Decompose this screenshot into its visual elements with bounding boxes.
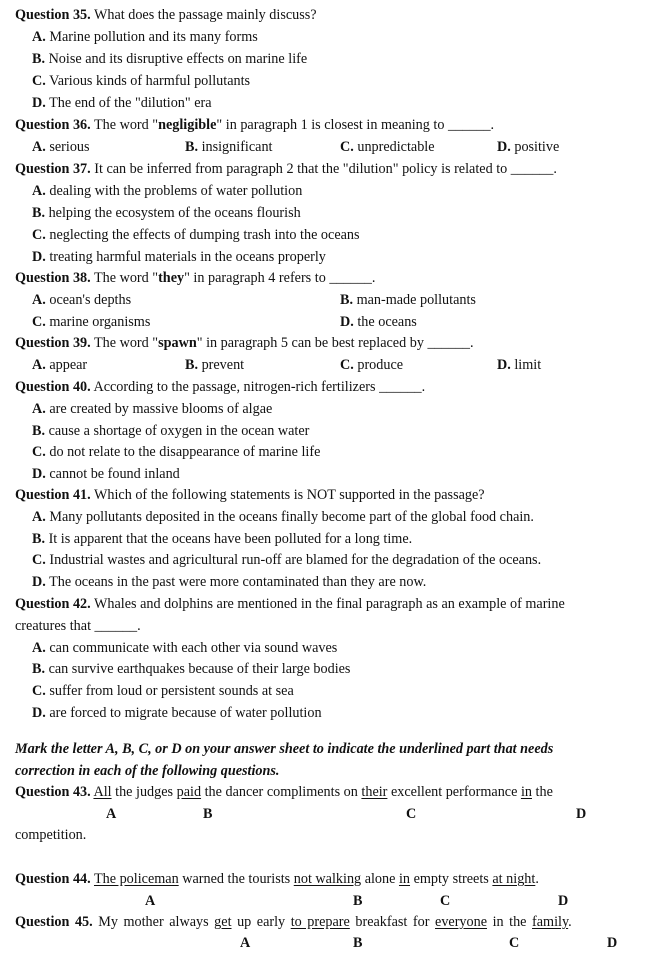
q40-option-c: C. do not relate to the disappearance of marine life — [32, 444, 321, 460]
q41-option-c: C. Industrial wastes and agricultural run-off are blamed for the degradation of the oceans. — [32, 552, 542, 568]
q37-option-b: B. helping the ecosystem of the oceans flourish — [32, 205, 301, 221]
q44-label-c: C — [440, 893, 451, 909]
q43-label-b: B — [203, 806, 213, 822]
q41-option-a: A. Many pollutants deposited in the oceans finally become part of the global food chain. — [32, 509, 534, 525]
q45-label-d: D — [607, 935, 618, 951]
q44-underlined-b: not walking — [293, 871, 362, 887]
question-44: Question 44. The policeman warned the tourists not walking alone in empty streets at night. — [15, 871, 539, 887]
q35-option-b: B. Noise and its disruptive effects on marine life — [32, 51, 308, 67]
q38-option-c: C. marine organisms — [32, 314, 151, 330]
q41-option-b: B. It is apparent that the oceans have been polluted for a long time. — [32, 531, 413, 547]
q39-option-b: B. prevent — [185, 357, 245, 373]
question-41: Question 41. Which of the following statements is NOT supported in the passage? — [15, 487, 485, 503]
q43-label-c: C — [406, 806, 417, 822]
q35-option-c: C. Various kinds of harmful pollutants — [32, 73, 251, 89]
q44-label-b: B — [353, 893, 363, 909]
question-40: Question 40. According to the passage, nitrogen-rich fertilizers ______. — [15, 379, 426, 395]
q36-option-b: B. insignificant — [185, 139, 273, 155]
question-45: Question 45. My mother always get up early to prepare breakfast for everyone in the family. — [15, 914, 572, 930]
question-42-continuation: creatures that ______. — [15, 618, 141, 634]
q44-underlined-a: The policeman — [93, 871, 179, 887]
question-36: Question 36. The word "negligible" in paragraph 1 is closest in meaning to ______. — [15, 117, 495, 133]
q44-label-a: A — [145, 893, 156, 909]
q40-option-b: B. cause a shortage of oxygen in the ocean water — [32, 423, 310, 439]
q38-option-d: D. the oceans — [340, 314, 417, 330]
q45-label-b: B — [353, 935, 363, 951]
q39-option-c: C. produce — [340, 357, 404, 373]
q43-label-a: A — [106, 806, 117, 822]
q43-underlined-a: All — [93, 784, 112, 800]
q45-underlined-d: family — [532, 914, 569, 930]
q40-option-a: A. are created by massive blooms of algae — [32, 401, 273, 417]
q42-option-b: B. can survive earthquakes because of their large bodies — [32, 661, 351, 677]
q37-option-d: D. treating harmful materials in the oceans properly — [32, 249, 326, 265]
q43-underlined-b: paid — [176, 784, 202, 800]
q45-underlined-a: get — [214, 914, 232, 930]
q42-option-d: D. are forced to migrate because of water pollution — [32, 705, 322, 721]
q35-option-a: A. Marine pollution and its many forms — [32, 29, 258, 45]
q42-option-c: C. suffer from loud or persistent sounds at sea — [32, 683, 294, 699]
q45-label-c: C — [509, 935, 520, 951]
q36-option-c: C. unpredictable — [340, 139, 435, 155]
q35-option-d: D. The end of the "dilution" era — [32, 95, 212, 111]
q39-option-d: D. limit — [497, 357, 542, 373]
question-42: Question 42. Whales and dolphins are mentioned in the final paragraph as an example of marine — [15, 596, 565, 612]
q37-option-c: C. neglecting the effects of dumping trash into the oceans — [32, 227, 360, 243]
q38-option-b: B. man-made pollutants — [340, 292, 476, 308]
q43-underlined-c: their — [361, 784, 388, 800]
q43-label-d: D — [576, 806, 587, 822]
question-37: Question 37. It can be inferred from paragraph 2 that the "dilution" policy is related to ______. — [15, 161, 557, 177]
q44-underlined-d: at night — [492, 871, 536, 887]
q45-underlined-c: everyone — [435, 914, 488, 930]
q44-underlined-c: in — [398, 871, 411, 887]
q39-option-a: A. appear — [32, 357, 88, 373]
q36-option-d: D. positive — [497, 139, 560, 155]
q44-label-d: D — [558, 893, 569, 909]
q42-option-a: A. can communicate with each other via sound waves — [32, 640, 338, 656]
question-39: Question 39. The word "spawn" in paragraph 5 can be best replaced by ______. — [15, 335, 474, 351]
q41-option-d: D. The oceans in the past were more contaminated than they are now. — [32, 574, 427, 590]
q40-option-d: D. cannot be found inland — [32, 466, 180, 482]
question-43-continuation: competition. — [15, 827, 87, 843]
instruction-line-1: Mark the letter A, B, C, or D on your answer sheet to indicate the underlined part that needs — [15, 741, 554, 757]
question-35: Question 35. What does the passage mainly discuss? — [15, 7, 317, 23]
q37-option-a: A. dealing with the problems of water pollution — [32, 183, 303, 199]
q36-option-a: A. serious — [32, 139, 90, 155]
question-38: Question 38. The word "they" in paragraph 4 refers to ______. — [15, 270, 376, 286]
q38-option-a: A. ocean's depths — [32, 292, 132, 308]
instruction-line-2: correction in each of the following questions. — [15, 763, 280, 779]
q43-underlined-d: in — [520, 784, 532, 800]
question-43: Question 43. All the judges paid the dancer compliments on their excellent performance in the — [15, 784, 553, 800]
q45-label-a: A — [240, 935, 251, 951]
q45-underlined-b: to prepare — [290, 914, 350, 930]
